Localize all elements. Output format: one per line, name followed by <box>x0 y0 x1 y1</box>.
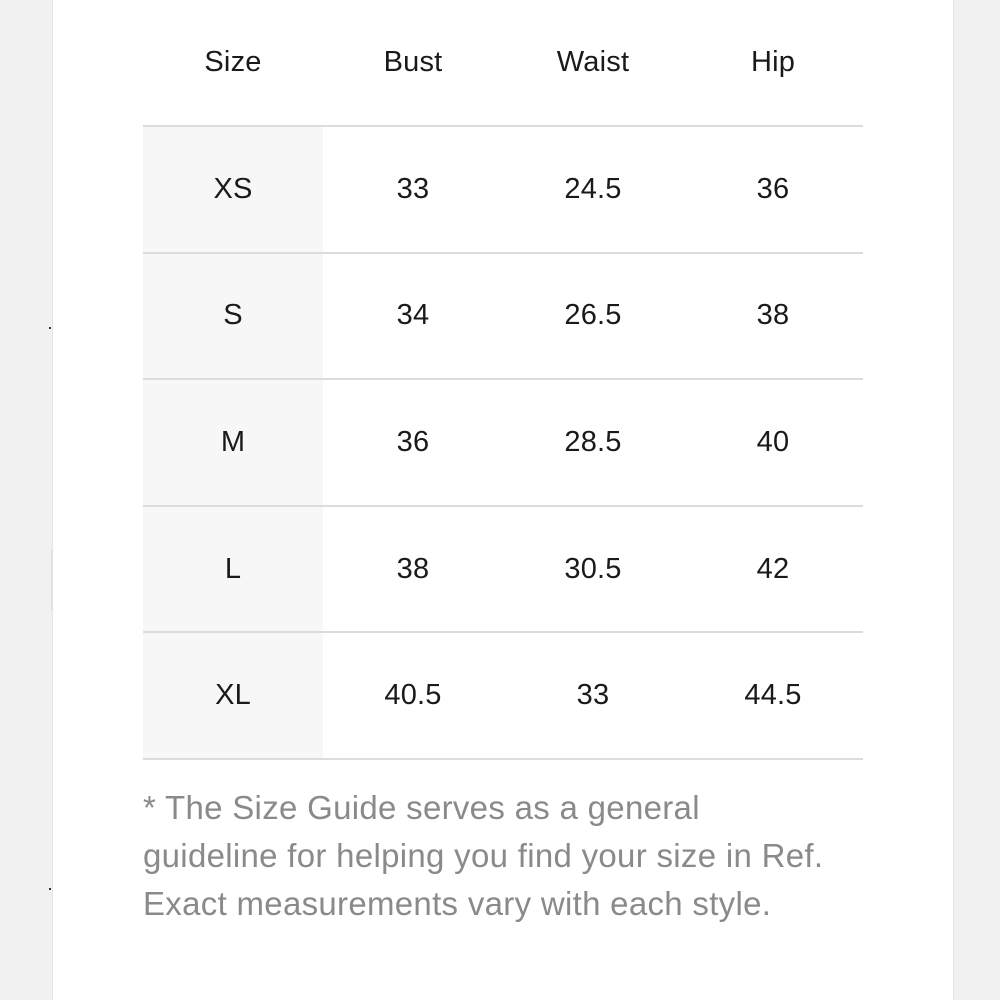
size-cell: M <box>143 380 323 505</box>
size-guide-panel <box>52 0 954 1000</box>
waist-cell: 26.5 <box>564 299 622 332</box>
hip-cell: 38 <box>756 299 790 332</box>
bust-cell: 38 <box>396 552 430 585</box>
column-header-waist: Waist <box>556 46 630 78</box>
waist-cell: 33 <box>576 679 610 712</box>
table-row <box>143 633 863 760</box>
bust-cell: 40.5 <box>384 679 442 712</box>
table-row <box>143 254 863 381</box>
table-row <box>143 127 863 254</box>
size-cell: L <box>143 507 323 632</box>
bust-cell: 34 <box>396 299 430 332</box>
table-row <box>143 507 863 634</box>
column-header-size: Size <box>204 46 262 78</box>
size-cell: S <box>143 254 323 379</box>
size-guide-table <box>143 0 863 760</box>
column-header-hip: Hip <box>750 46 796 78</box>
waist-cell: 24.5 <box>564 172 622 205</box>
column-header-bust: Bust <box>383 46 443 78</box>
table-header-row <box>143 0 863 127</box>
hip-cell: 42 <box>756 552 790 585</box>
table-row <box>143 380 863 507</box>
hip-cell: 36 <box>756 172 790 205</box>
size-cell: XL <box>143 633 323 758</box>
hip-cell: 44.5 <box>744 679 802 712</box>
edge-marker <box>51 550 52 610</box>
size-guide-note: * The Size Guide serves as a general guideline for helping you find your size in Ref. Exact measurements vary with each style. <box>143 789 824 922</box>
hip-cell: 40 <box>756 425 790 458</box>
bust-cell: 33 <box>396 172 430 205</box>
edge-marker <box>49 888 51 890</box>
size-cell: XS <box>143 127 323 252</box>
edge-marker <box>49 327 51 329</box>
bust-cell: 36 <box>396 425 430 458</box>
waist-cell: 30.5 <box>564 552 622 585</box>
waist-cell: 28.5 <box>564 425 622 458</box>
